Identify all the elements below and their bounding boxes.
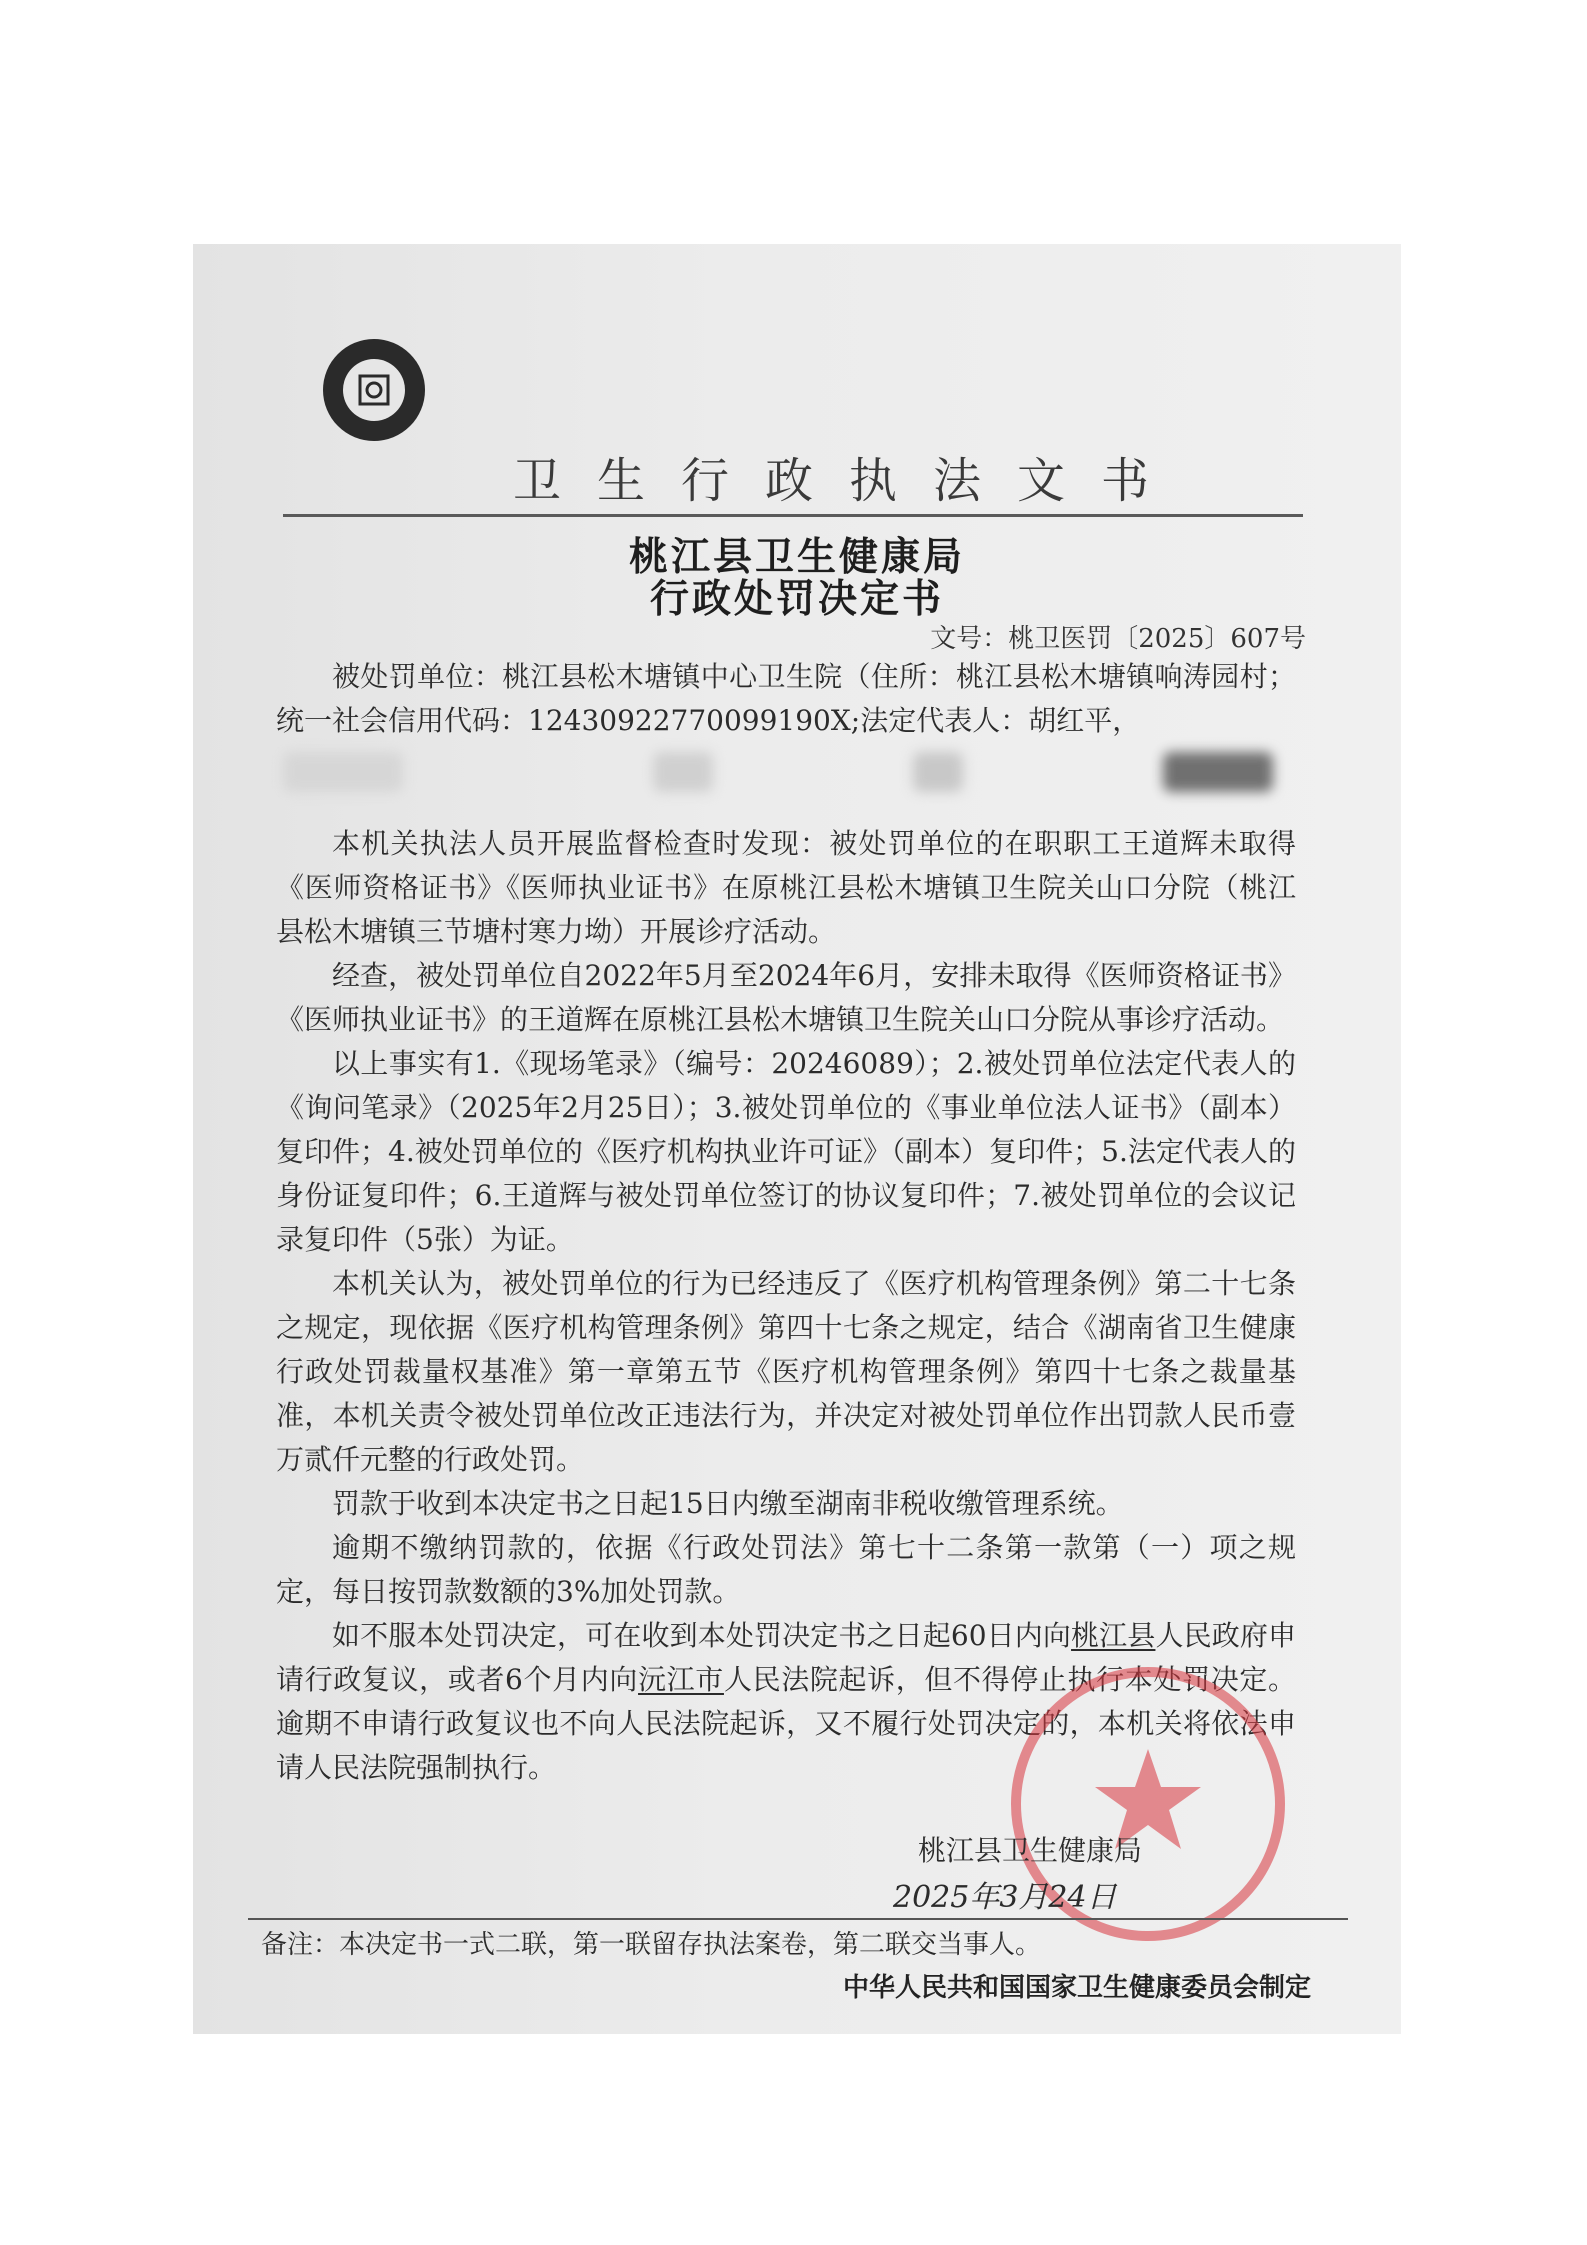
redacted-region bbox=[283, 752, 403, 792]
document-paper bbox=[193, 244, 1401, 2034]
signing-date: 2025年3月24日 bbox=[893, 1880, 1117, 1915]
template-maker: 中华人民共和国国家卫生健康委员会制定 bbox=[842, 1973, 1311, 2003]
party-info bbox=[276, 655, 1296, 743]
party-text: 被处罚单位：桃江县松木塘镇中心卫生院（住所：桃江县松木塘镇响涛园村；统一社会信用代码：12430922770099190X;法定代表人：胡红平， bbox=[276, 660, 1296, 737]
evidence-paragraph: 以上事实有1.《现场笔录》（编号：20246089）；2.被处罚单位法定代表人的《询问笔录》（2025年2月25日）；3.被处罚单位的《事业单位法人证书》（副本）复印件；4.被处罚单位的《医疗机构执业许可证》（副本）复印件；5.法定代表人的身份证复印件；6.王道辉与被处罚单位签订的协议复印件；7.被处罚单位的会议记录复印件（5张）为证。 bbox=[276, 1047, 1296, 1256]
signing-authority: 桃江县卫生健康局 bbox=[918, 1834, 1143, 1867]
ruling-paragraph: 本机关认为，被处罚单位的行为已经违反了《医疗机构管理条例》第二十七条之规定，现依据《医疗机构管理条例》第四十七条之规定，结合《湖南省卫生健康行政处罚裁量权基准》第一章第五节《医疗机构管理条例》第四十七条之裁量基准，本机关责令被处罚单位改正违法行为，并决定对被处罚单位作出罚款人民币壹万贰仟元整的行政处罚。 bbox=[276, 1267, 1296, 1476]
remark-note: 备注：本决定书一式二联，第一联留存执法案卷，第二联交当事人。 bbox=[261, 1930, 1042, 1960]
redacted-region bbox=[913, 752, 963, 792]
decision-body bbox=[276, 822, 1296, 1790]
review-government: 桃江县 bbox=[1071, 1619, 1156, 1652]
finding-paragraph: 本机关执法人员开展监督检查时发现：被处罚单位的在职职工王道辉未取得《医师资格证书》《医师执业证书》在原桃江县松木塘镇卫生院关山口分院（桃江县松木塘镇三节塘村寒力坳）开展诊疗活动。 bbox=[276, 827, 1296, 948]
issuer-title: 桃江县卫生健康局 bbox=[628, 534, 965, 580]
appeal-paragraph: 如不服本处罚决定，可在收到本处罚决定书之日起60日内向桃江县人民政府申请行政复议，或者6个月内向沅江市人民法院起诉，但不得停止执行本处罚决定。逾期不申请行政复议也不向人民法院起诉，又不履行处罚决定的，本机关将依法申请人民法院强制执行。 bbox=[276, 1619, 1296, 1784]
payment-paragraph: 罚款于收到本决定书之日起15日内缴至湖南非税收缴管理系统。 bbox=[332, 1487, 1124, 1520]
late-fee-paragraph: 逾期不缴纳罚款的，依据《行政处罚法》第七十二条第一款第（一）项之规定，每日按罚款数额的3%加处罚款。 bbox=[276, 1531, 1296, 1608]
investigation-paragraph: 经查，被处罚单位自2022年5月至2024年6月，安排未取得《医师资格证书》《医师执业证书》的王道辉在原桃江县松木塘镇卫生院关山口分院从事诊疗活动。 bbox=[276, 959, 1296, 1036]
document-type-title: 行政处罚决定书 bbox=[649, 576, 944, 622]
header-divider bbox=[283, 514, 1303, 517]
court-city: 沅江市 bbox=[638, 1663, 724, 1696]
footer-divider bbox=[248, 1918, 1348, 1920]
redacted-region bbox=[1163, 752, 1273, 792]
series-title: 卫生行政执法文书 bbox=[513, 453, 1186, 509]
redacted-region bbox=[653, 752, 713, 792]
document-number: 文号：桃卫医罚〔2025〕607号 bbox=[930, 624, 1306, 654]
health-enforcement-emblem-icon bbox=[323, 339, 425, 441]
